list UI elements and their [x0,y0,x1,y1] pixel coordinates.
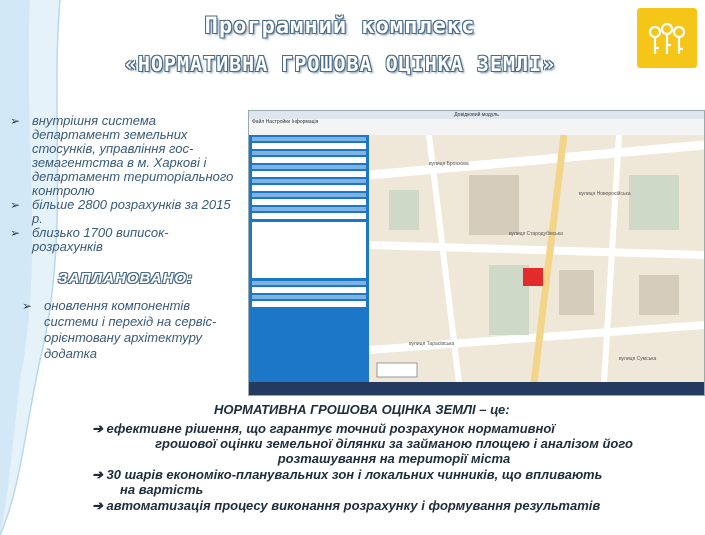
list-item: ➔ автоматизація процесу виконання розрахунку і формування результатів [92,498,601,513]
keys-icon [637,8,697,68]
keys-logo [637,8,697,68]
planned-list [8,298,228,362]
planned-heading: ЗАПЛАНОВАНО: [58,270,194,287]
city-map [369,135,704,383]
bullet-marker: ➢ [10,114,21,128]
svg-text:вулиця Новоросійська: вулиця Новоросійська [579,191,631,197]
page-title: Програмний комплекс [204,14,476,39]
list-item: ➢ оновлення компонентів системи і перехід на сервіс-орієнтовану архітектуру додатка [22,298,217,361]
svg-text:вулиця Тарасівська: вулиця Тарасівська [409,341,455,347]
list-item: ➢ близько 1700 виписок-розрахунків [10,225,169,254]
list-item: ➢ більше 2800 розрахунків за 2015 р. [10,197,231,226]
achievements-list [8,114,238,254]
arrow-icon: ➔ [92,467,103,482]
list-item: ➔ 30 шарів економіко-планувальних зон і локальних чинників, що впливають на вартість [92,467,603,497]
app-screenshot [248,110,705,396]
bullet-marker: ➢ [22,299,33,313]
bullet-marker: ➢ [10,198,21,212]
menu-bar: Файл Настройки Інформація [249,119,704,126]
definition-title: НОРМАТИВНА ГРОШОВА ОЦІНКА ЗЕМЛІ – це: [214,402,510,417]
definition-list [92,421,682,514]
taskbar [249,382,704,395]
arrow-icon: ➔ [92,498,103,513]
window-title: Довідковий модуль [249,111,704,119]
svg-text:вулиця Сумська: вулиця Сумська [619,356,657,362]
page-subtitle: «НОРМАТИВНА ГРОШОВА ОЦІНКА ЗЕМЛІ» [124,52,556,76]
arrow-icon: ➔ [92,421,103,436]
svg-text:вулиця Стародубівська: вулиця Стародубівська [509,231,563,237]
calculation-panel [249,135,369,383]
bullet-marker: ➢ [10,226,21,240]
svg-text:вулиця Бронзова: вулиця Бронзова [429,161,469,167]
list-item: ➢ внутрішня система департамент земельних стосунків, управління гос-земагентства в м. Харкові і департамент територіального контролю [10,113,234,198]
list-item: ➔ ефективне рішення, що гарантує точний розрахунок нормативної грошової оцінки земельної ділянки за займаною площею і аналізом його розташування на території міста [92,421,633,466]
